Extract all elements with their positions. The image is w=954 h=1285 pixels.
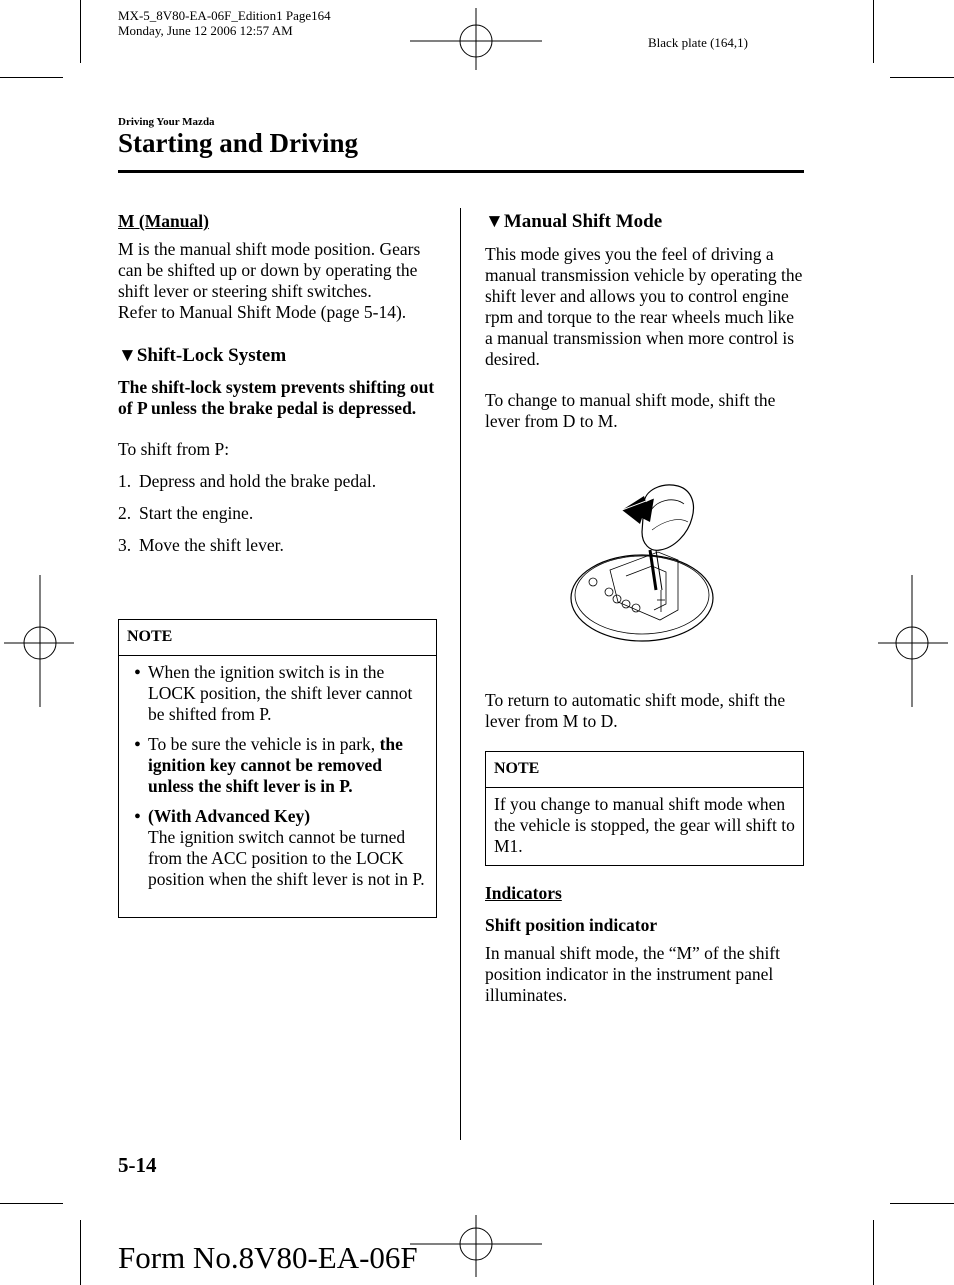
note-box-right xyxy=(485,751,804,866)
list-item: 2. Start the engine. xyxy=(118,503,254,523)
manual-ref: Refer to Manual Shift Mode (page 5-14). xyxy=(118,302,407,322)
file-info-line1: MX-5_8V80-EA-06F_Edition1 Page164 xyxy=(118,8,331,23)
indicators-block xyxy=(485,883,803,1006)
registration-mark-icon xyxy=(410,8,542,70)
manual-text: M is the manual shift mode position. Gears can be shifted up or down by operating the shift lever or steering shift switches. xyxy=(118,239,421,301)
registration-mark-icon xyxy=(878,575,948,707)
form-number: Form No.8V80-EA-06F xyxy=(118,1240,418,1275)
file-info-line2: Monday, June 12 2006 12:57 AM xyxy=(118,23,293,38)
bullet-icon: ● xyxy=(134,810,141,822)
shift-position-heading: Shift position indicator xyxy=(485,915,658,935)
list-item: 3. Move the shift lever. xyxy=(118,535,284,555)
right-column xyxy=(485,211,803,432)
page-number: 5-14 xyxy=(118,1153,157,1177)
return-text: To return to automatic shift mode, shift the lever from M to D. xyxy=(485,690,786,731)
note-body xyxy=(119,656,436,896)
shift-position-text: In manual shift mode, the “M” of the shift position indicator in the instrument panel illuminates. xyxy=(485,943,780,1005)
list-item: ● When the ignition switch is in the LOCK position, the shift lever cannot be shifted from P. xyxy=(127,662,428,725)
triangle-down-icon: ▼ xyxy=(118,345,137,366)
note-box-left xyxy=(118,619,437,918)
registration-mark-icon xyxy=(4,575,74,707)
column-divider xyxy=(460,208,461,1140)
left-column xyxy=(118,211,436,556)
section-label: Driving Your Mazda xyxy=(118,116,215,128)
bullet-icon: ● xyxy=(134,666,141,678)
msm-text: This mode gives you the feel of driving a manual transmission vehicle by operating the shift lever and allows you to control engine rpm and torque to the rear wheels much like a manual transmission when more control is desired. xyxy=(485,244,803,369)
file-info xyxy=(118,8,331,38)
manual-heading: M (Manual) xyxy=(118,211,209,231)
note-heading: NOTE xyxy=(486,752,803,788)
registration-mark-icon xyxy=(410,1215,542,1277)
page-title: Starting and Driving xyxy=(118,128,359,158)
shift-lever-illustration xyxy=(566,482,718,644)
note-body: If you change to manual shift mode when the vehicle is stopped, the gear will shift to M1. xyxy=(494,794,795,856)
msm-change-text: To change to manual shift mode, shift the lever from D to M. xyxy=(485,390,776,431)
note-heading: NOTE xyxy=(119,620,436,656)
indicators-heading: Indicators xyxy=(485,883,562,903)
to-shift-text: To shift from P: xyxy=(118,439,230,459)
list-item: 1. Depress and hold the brake pedal. xyxy=(118,471,377,491)
triangle-down-icon: ▼ xyxy=(485,211,504,232)
title-rule xyxy=(118,170,804,173)
plate-info: Black plate (164,1) xyxy=(648,35,748,50)
manual-shift-mode-heading: ▼Manual Shift Mode xyxy=(485,211,663,232)
shiftlock-bold-text: The shift-lock system prevents shifting out of P unless the brake pedal is depressed. xyxy=(118,377,435,418)
list-item: ● (With Advanced Key) The ignition switch cannot be turned from the ACC position to the LOCK position when the shift lever is not in P. xyxy=(127,806,428,890)
shiftlock-heading: ▼Shift-Lock System xyxy=(118,345,287,366)
list-item: ● To be sure the vehicle is in park, the ignition key cannot be removed unless the shift lever is in P. xyxy=(127,734,428,797)
bullet-icon: ● xyxy=(134,738,141,750)
